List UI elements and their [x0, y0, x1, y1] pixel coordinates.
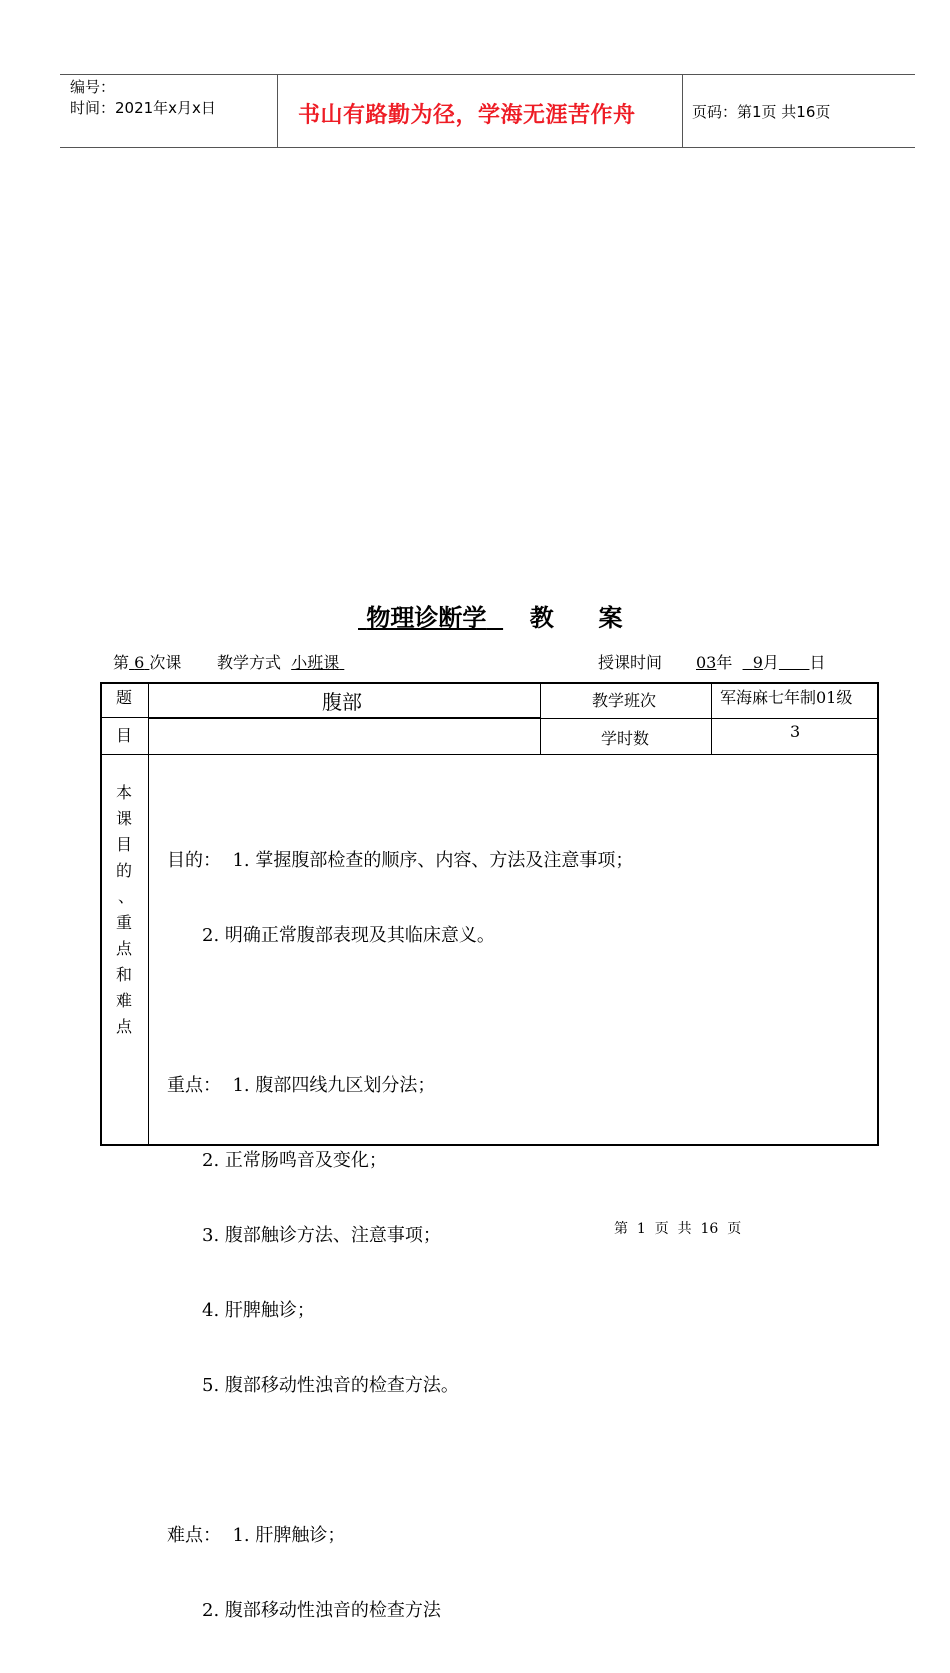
topic-label-1: 题 [116, 688, 133, 707]
side-char: 、 [117, 887, 134, 906]
title-course: 物理诊断学 [366, 603, 487, 632]
header-bottom-rule [60, 147, 915, 148]
side-char: 课 [115, 809, 132, 828]
hours-label: 学时数 [601, 729, 650, 748]
date-month: 9 [752, 653, 763, 672]
header-motto: 书山有路勤为径，学海无涯苦作舟 [298, 103, 636, 128]
key-line-5: 5. 腹部移动性浊音的检查方法。 [202, 1375, 459, 1396]
hours-value: 3 [790, 722, 801, 741]
teaching-time-label: 授课时间 [598, 653, 663, 672]
header-number-label: 编号： [70, 78, 116, 96]
side-char: 目 [115, 835, 132, 854]
side-char: 难 [115, 991, 132, 1010]
topic-value: 腹部 [322, 690, 362, 714]
side-char: 的 [115, 861, 132, 880]
teaching-method: 教学方式 小班课 [217, 650, 344, 673]
difficult-line-1: 难点： 1. 肝脾触诊； [167, 1525, 346, 1546]
side-char: 点 [115, 939, 132, 958]
teaching-method-value: 小班课 [291, 653, 340, 672]
side-char: 和 [115, 965, 132, 984]
lesson-info: 第 6 次课 [113, 653, 182, 672]
class-label: 教学班次 [592, 691, 657, 710]
header-top-rule [60, 74, 915, 75]
table-hline-topic [148, 717, 540, 719]
goals-line-2: 2. 明确正常腹部表现及其临床意义。 [202, 925, 495, 946]
header-time-label: 时间：2021年x月x日 [70, 99, 216, 117]
title-word-2: 案 [598, 603, 623, 632]
topic-label-2: 目 [116, 726, 133, 745]
key-line-2: 2. 正常肠鸣音及变化； [202, 1150, 387, 1171]
lesson-number: 6 [134, 653, 145, 672]
key-line-4: 4. 肝脾触诊； [202, 1300, 315, 1321]
side-char: 重 [115, 913, 132, 932]
key-line-3: 3. 腹部触诊方法、注意事项； [202, 1225, 441, 1246]
document-title [358, 598, 623, 633]
table-hline-topic-label [100, 717, 148, 718]
objectives-side-label [114, 780, 134, 1040]
header-divider-1 [277, 74, 278, 147]
goals-line-1: 目的： 1. 掌握腹部检查的顺序、内容、方法及注意事项； [167, 850, 634, 871]
class-value: 军海麻七年制01级 [720, 688, 853, 707]
teaching-date: 03年 9月 日 [696, 653, 826, 672]
date-year: 03 [696, 653, 717, 672]
table-hline-main [100, 754, 877, 755]
table-hline-class [540, 718, 877, 719]
page-footer: 第 1 页 共 16 页 [614, 1221, 742, 1237]
header-divider-2 [682, 74, 683, 147]
side-char: 本 [115, 783, 132, 802]
difficult-line-2: 2. 腹部移动性浊音的检查方法 [202, 1600, 441, 1621]
header-page-info: 页码：第1页 共16页 [692, 103, 831, 121]
key-line-1: 重点： 1. 腹部四线九区划分法； [167, 1075, 436, 1096]
objectives-content [167, 798, 633, 1673]
title-word-1: 教 [529, 603, 554, 632]
table-vline-left [148, 682, 149, 1144]
side-char: 点 [115, 1017, 132, 1036]
